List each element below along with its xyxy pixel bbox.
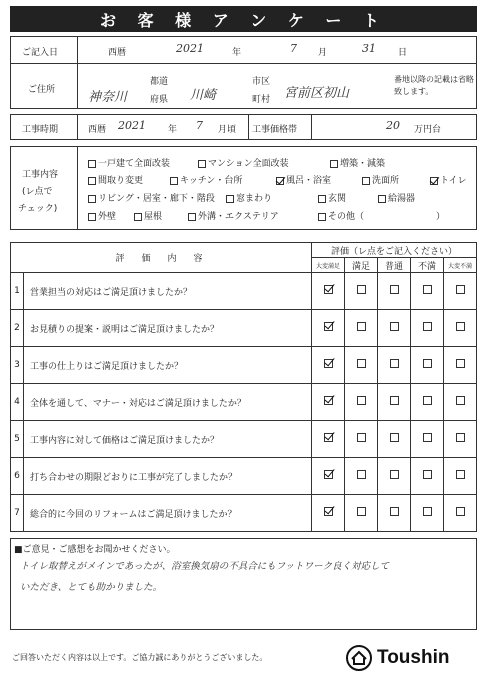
rating-cell	[312, 310, 345, 347]
rating-checkbox[interactable]	[423, 470, 432, 479]
work-option[interactable]	[88, 191, 215, 204]
rating-cell	[312, 347, 345, 384]
checkbox[interactable]	[378, 195, 386, 203]
rating-cell	[411, 495, 444, 532]
rating-checkbox[interactable]	[456, 507, 465, 516]
house-icon	[345, 644, 373, 672]
work-sub: (レ点で	[22, 187, 53, 197]
rating-checkbox[interactable]	[456, 396, 465, 405]
checkbox[interactable]	[318, 213, 326, 221]
checkbox[interactable]	[362, 177, 370, 185]
rating-checkbox[interactable]	[390, 470, 399, 479]
footer-text: ご回答いただく内容は以上です。ご協力誠にありがとうございました。	[12, 653, 268, 662]
rating-cell	[312, 495, 345, 532]
rating-checkbox[interactable]	[357, 322, 366, 331]
rating-cell	[378, 310, 411, 347]
rating-cell	[378, 495, 411, 532]
work-option-label: 窓まわり	[236, 194, 273, 204]
rating-cell	[312, 273, 345, 310]
work-option-label: 玄関	[328, 194, 347, 204]
address-city: 川崎	[190, 88, 217, 103]
brand-logo	[345, 644, 449, 672]
work-option-label: トイレ	[440, 176, 467, 186]
date-year: 2021	[176, 42, 204, 55]
period-row	[10, 114, 477, 140]
work-option[interactable]	[378, 191, 415, 204]
price-unit: 万円台	[414, 125, 442, 135]
period-month: 7	[196, 119, 203, 132]
rating-checkbox[interactable]	[390, 507, 399, 516]
work-option-label: 増築・減築	[340, 159, 386, 169]
rating-header: 不満	[411, 258, 444, 273]
rating-checkbox[interactable]	[324, 507, 333, 516]
question-text: 全体を通して、マナー・対応はご満足頂けましたか？	[24, 384, 312, 421]
work-option[interactable]	[330, 156, 385, 169]
rating-header: 大変不満	[444, 258, 477, 273]
work-sub2: チェック)	[18, 204, 58, 214]
date-month: 7	[290, 42, 297, 55]
period-month-unit: 月頃	[218, 125, 237, 135]
checkbox[interactable]	[188, 213, 196, 221]
work-option-label: 一戸建て全面改装	[98, 159, 171, 169]
rating-cell	[378, 458, 411, 495]
period-year: 2021	[118, 119, 146, 132]
work-option-label: その他（ ）	[328, 212, 446, 222]
rating-cell	[411, 347, 444, 384]
address-pref: 神奈川	[88, 90, 128, 105]
work-option[interactable]	[134, 209, 162, 222]
rating-cell	[378, 421, 411, 458]
question-text: 打ち合わせの期限どおりに工事が完了しましたか？	[24, 458, 312, 495]
rating-checkbox[interactable]	[423, 507, 432, 516]
address-label: ご住所	[28, 85, 56, 95]
rating-checkbox[interactable]	[456, 470, 465, 479]
rating-cell	[345, 384, 378, 421]
eval-header-content: 評 価 内 容	[11, 243, 312, 273]
rating-cell	[411, 310, 444, 347]
work-option-label: 風呂・浴室	[286, 176, 332, 186]
comments-line1: トイレ取替えがメインであったが、浴室換気扇の不具合にもフットワーク良く対応して	[20, 561, 390, 572]
work-option-label: 間取り変更	[98, 176, 144, 186]
rating-checkbox[interactable]	[456, 285, 465, 294]
address-pref-unit-bottom: 府県	[150, 95, 169, 105]
rating-checkbox[interactable]	[324, 433, 333, 442]
work-option-label: 屋根	[144, 212, 163, 222]
price-value: 20	[386, 119, 400, 132]
rating-cell	[345, 458, 378, 495]
work-option-label: 外壁	[98, 212, 117, 222]
rating-checkbox[interactable]	[390, 285, 399, 294]
rating-cell	[411, 458, 444, 495]
work-option[interactable]	[88, 209, 116, 222]
rating-cell	[312, 384, 345, 421]
address-note: 番地以降の記載は省略致します。	[394, 75, 474, 96]
rating-checkbox[interactable]	[324, 285, 333, 294]
rating-checkbox[interactable]	[357, 359, 366, 368]
checkbox[interactable]	[88, 195, 96, 203]
checkbox[interactable]	[226, 195, 234, 203]
question-row	[11, 421, 477, 458]
work-option[interactable]	[430, 173, 467, 186]
price-label: 工事価格帯	[252, 125, 298, 135]
work-option-label: リビング・居室・廊下・階段	[98, 194, 215, 204]
address-ward-unit-top: 市区	[252, 77, 271, 87]
rating-checkbox[interactable]	[390, 396, 399, 405]
period-label: 工事時期	[22, 125, 59, 135]
rating-cell	[444, 347, 477, 384]
question-number: 7	[11, 495, 24, 532]
rating-cell	[345, 421, 378, 458]
question-number: 4	[11, 384, 24, 421]
work-option[interactable]	[362, 173, 399, 186]
checkbox[interactable]	[330, 160, 338, 168]
rating-checkbox[interactable]	[324, 322, 333, 331]
rating-checkbox[interactable]	[423, 396, 432, 405]
rating-checkbox[interactable]	[390, 433, 399, 442]
question-row	[11, 347, 477, 384]
rating-checkbox[interactable]	[324, 470, 333, 479]
rating-checkbox[interactable]	[357, 507, 366, 516]
rating-checkbox[interactable]	[357, 470, 366, 479]
rating-cell	[345, 273, 378, 310]
question-text: 工事内容に対して価格はご満足頂けましたか？	[24, 421, 312, 458]
rating-checkbox[interactable]	[357, 285, 366, 294]
date-year-unit: 年	[232, 48, 242, 58]
question-number: 3	[11, 347, 24, 384]
rating-cell	[444, 495, 477, 532]
rating-cell	[444, 273, 477, 310]
date-day: 31	[362, 42, 376, 55]
rating-checkbox[interactable]	[423, 433, 432, 442]
rating-checkbox[interactable]	[390, 322, 399, 331]
address-ward-unit-bottom: 町村	[252, 95, 271, 105]
work-option[interactable]	[226, 191, 272, 204]
address-pref-unit-top: 都道	[150, 77, 169, 87]
work-option-label: 洗面所	[372, 176, 400, 186]
survey-title: お 客 様 ア ン ケ ー ト	[10, 6, 477, 32]
question-row	[11, 310, 477, 347]
rating-cell	[411, 384, 444, 421]
work-option[interactable]	[88, 173, 143, 186]
rating-cell	[444, 458, 477, 495]
rating-checkbox[interactable]	[423, 359, 432, 368]
rating-checkbox[interactable]	[423, 322, 432, 331]
checkbox[interactable]	[134, 213, 142, 221]
question-row	[11, 273, 477, 310]
work-option-label: マンション全面改装	[208, 159, 289, 169]
work-option[interactable]	[188, 209, 279, 222]
rating-cell	[378, 273, 411, 310]
work-option[interactable]	[88, 156, 170, 169]
rating-checkbox[interactable]	[357, 396, 366, 405]
date-label: ご記入日	[22, 48, 59, 58]
comments-line2: いただき、とても助かりました。	[20, 582, 163, 593]
rating-header: 大変満足	[312, 258, 345, 273]
question-number: 1	[11, 273, 24, 310]
question-text: 総合的に今回のリフォームはご満足頂けましたか？	[24, 495, 312, 532]
rating-checkbox[interactable]	[357, 433, 366, 442]
rating-checkbox[interactable]	[456, 359, 465, 368]
rating-cell	[444, 384, 477, 421]
work-option[interactable]	[318, 191, 346, 204]
rating-cell	[345, 310, 378, 347]
rating-checkbox[interactable]	[324, 359, 333, 368]
eval-header-rating: 評価（レ点をご記入ください）	[312, 243, 477, 258]
date-month-unit: 月	[318, 48, 328, 58]
checkbox[interactable]	[318, 195, 326, 203]
checkbox[interactable]	[88, 213, 96, 221]
period-era: 西暦	[88, 125, 107, 135]
rating-cell	[312, 421, 345, 458]
work-option-label: 給湯器	[388, 194, 416, 204]
work-option[interactable]	[276, 173, 331, 186]
checkbox[interactable]	[276, 177, 284, 185]
checkbox[interactable]	[88, 160, 96, 168]
work-option[interactable]	[198, 156, 289, 169]
work-option-label: キッチン・台所	[180, 176, 243, 186]
date-era: 西暦	[108, 48, 127, 58]
work-option[interactable]	[318, 209, 445, 222]
question-row	[11, 458, 477, 495]
work-option[interactable]	[170, 173, 242, 186]
period-year-unit: 年	[168, 125, 178, 135]
rating-cell	[345, 347, 378, 384]
rating-cell	[312, 458, 345, 495]
rating-checkbox[interactable]	[456, 322, 465, 331]
question-number: 6	[11, 458, 24, 495]
rating-checkbox[interactable]	[456, 433, 465, 442]
rating-cell	[411, 421, 444, 458]
question-text: 営業担当の対応はご満足頂けましたか？	[24, 273, 312, 310]
question-row	[11, 384, 477, 421]
checkbox[interactable]	[198, 160, 206, 168]
brand-name: Toushin	[377, 647, 450, 668]
rating-header: 満足	[345, 258, 378, 273]
rating-cell	[378, 384, 411, 421]
rating-cell	[411, 273, 444, 310]
checkbox[interactable]	[430, 177, 438, 185]
rating-header: 普通	[378, 258, 411, 273]
rating-checkbox[interactable]	[423, 285, 432, 294]
question-number: 2	[11, 310, 24, 347]
rating-checkbox[interactable]	[324, 396, 333, 405]
question-number: 5	[11, 421, 24, 458]
comments-label: ■ご意見・ご感想をお聞かせください。	[14, 545, 176, 555]
rating-cell	[378, 347, 411, 384]
date-day-unit: 日	[398, 48, 408, 58]
work-label: 工事内容	[22, 170, 59, 180]
address-town: 宮前区初山	[284, 86, 350, 101]
rating-cell	[345, 495, 378, 532]
rating-cell	[444, 310, 477, 347]
rating-cell	[444, 421, 477, 458]
checkbox[interactable]	[170, 177, 178, 185]
question-row	[11, 495, 477, 532]
question-text: 工事の仕上りはご満足頂けましたか？	[24, 347, 312, 384]
checkbox[interactable]	[88, 177, 96, 185]
question-text: お見積りの提案・説明はご満足頂けましたか？	[24, 310, 312, 347]
evaluation-table	[10, 242, 477, 532]
rating-checkbox[interactable]	[390, 359, 399, 368]
work-option-label: 外溝・エクステリア	[198, 212, 279, 222]
